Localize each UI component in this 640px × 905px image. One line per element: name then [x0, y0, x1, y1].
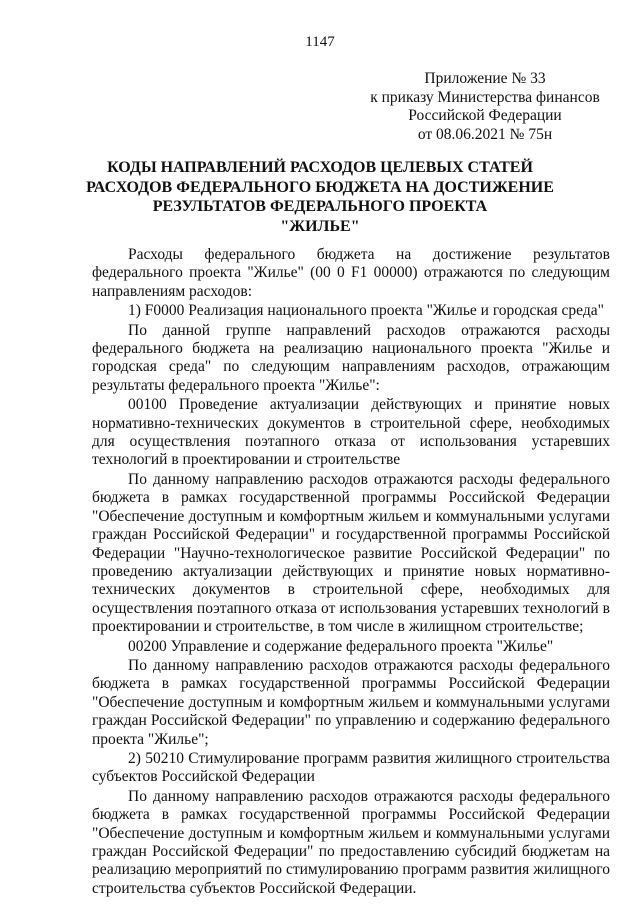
paragraph: 00100 Проведение актуализации действующих и принятие новых нормативно-технических документов в строительной сфере, необходимых для осуществления поэтапного отказа от использования устаревших технологий в проектировании и строительстве	[92, 396, 610, 469]
paragraph: 00200 Управление и содержание федерального проекта "Жилье"	[128, 637, 554, 655]
appendix-line: от 08.06.2021 № 75н	[417, 125, 553, 143]
appendix-line: Приложение № 33	[424, 70, 546, 87]
paragraph: По данному направлению расходов отражаются расходы федерального бюджета в рамках государственной программы Российской Федерации "Обеспечение доступным и комфортным жильем и коммунальными услугами граждан Российской Федерации" по управлению и содержанию федерального проекта "Жилье";	[92, 656, 610, 748]
paragraph: По данному направлению расходов отражаются расходы федерального бюджета в рамках государственной программы Российской Федерации "Обеспечение доступным и комфортным жильем и коммунальными услугами граждан Российской Федерации" по предоставлению субсидий бюджетам на реализацию мероприятий по стимулированию программ развития жилищного строительства субъектов Российской Федерации.	[92, 787, 610, 897]
paragraph: По данной группе направлений расходов отражаются расходы федерального бюджета на реализацию национального проекта "Жилье и городская среда" по следующим направлениям расходов, отражающим результаты федерального проекта "Жилье":	[92, 321, 610, 394]
paragraph: 1) F0000 Реализация национального проекта "Жилье и городская среда"	[128, 302, 604, 320]
appendix-line: к приказу Министерства финансов	[370, 88, 600, 106]
appendix-line: Российской Федерации	[408, 107, 562, 124]
paragraph: Расходы федерального бюджета на достижение результатов федерального проекта "Жилье" (00 0 F1 00000) отражаются по следующим направлениям расходов:	[92, 246, 610, 300]
title-line: "ЖИЛЬЕ"	[280, 217, 360, 235]
paragraph: По данному направлению расходов отражаются расходы федерального бюджета в рамках государственной программы Российской Федерации "Обеспечение доступным и комфортным жильем и коммунальными услугами граждан Российской Федерации" и государственной программы Российской Федерации "Научно-технологическое развитие Российской Федерации" по проведению актуализации действующих и принятие новых нормативно-технических документов в строительной сфере, необходимых для осуществления поэтапного отказа от использования устаревших технологий в проектировании и строительстве, в том числе в жилищном строительстве;	[92, 470, 610, 636]
page-number: 1147	[305, 34, 335, 50]
title-line: РЕЗУЛЬТАТОВ ФЕДЕРАЛЬНОГО ПРОЕКТА	[152, 198, 488, 215]
title-line: КОДЫ НАПРАВЛЕНИЙ РАСХОДОВ ЦЕЛЕВЫХ СТАТЕЙ	[107, 159, 533, 176]
document-body	[92, 246, 610, 898]
document-title	[60, 158, 580, 236]
paragraph: 2) 50210 Стимулирование программ развития жилищного строительства субъектов Российской Федерации	[92, 749, 610, 786]
title-line: РАСХОДОВ ФЕДЕРАЛЬНОГО БЮДЖЕТА НА ДОСТИЖЕНИЕ	[86, 178, 554, 196]
appendix-header	[360, 70, 610, 144]
